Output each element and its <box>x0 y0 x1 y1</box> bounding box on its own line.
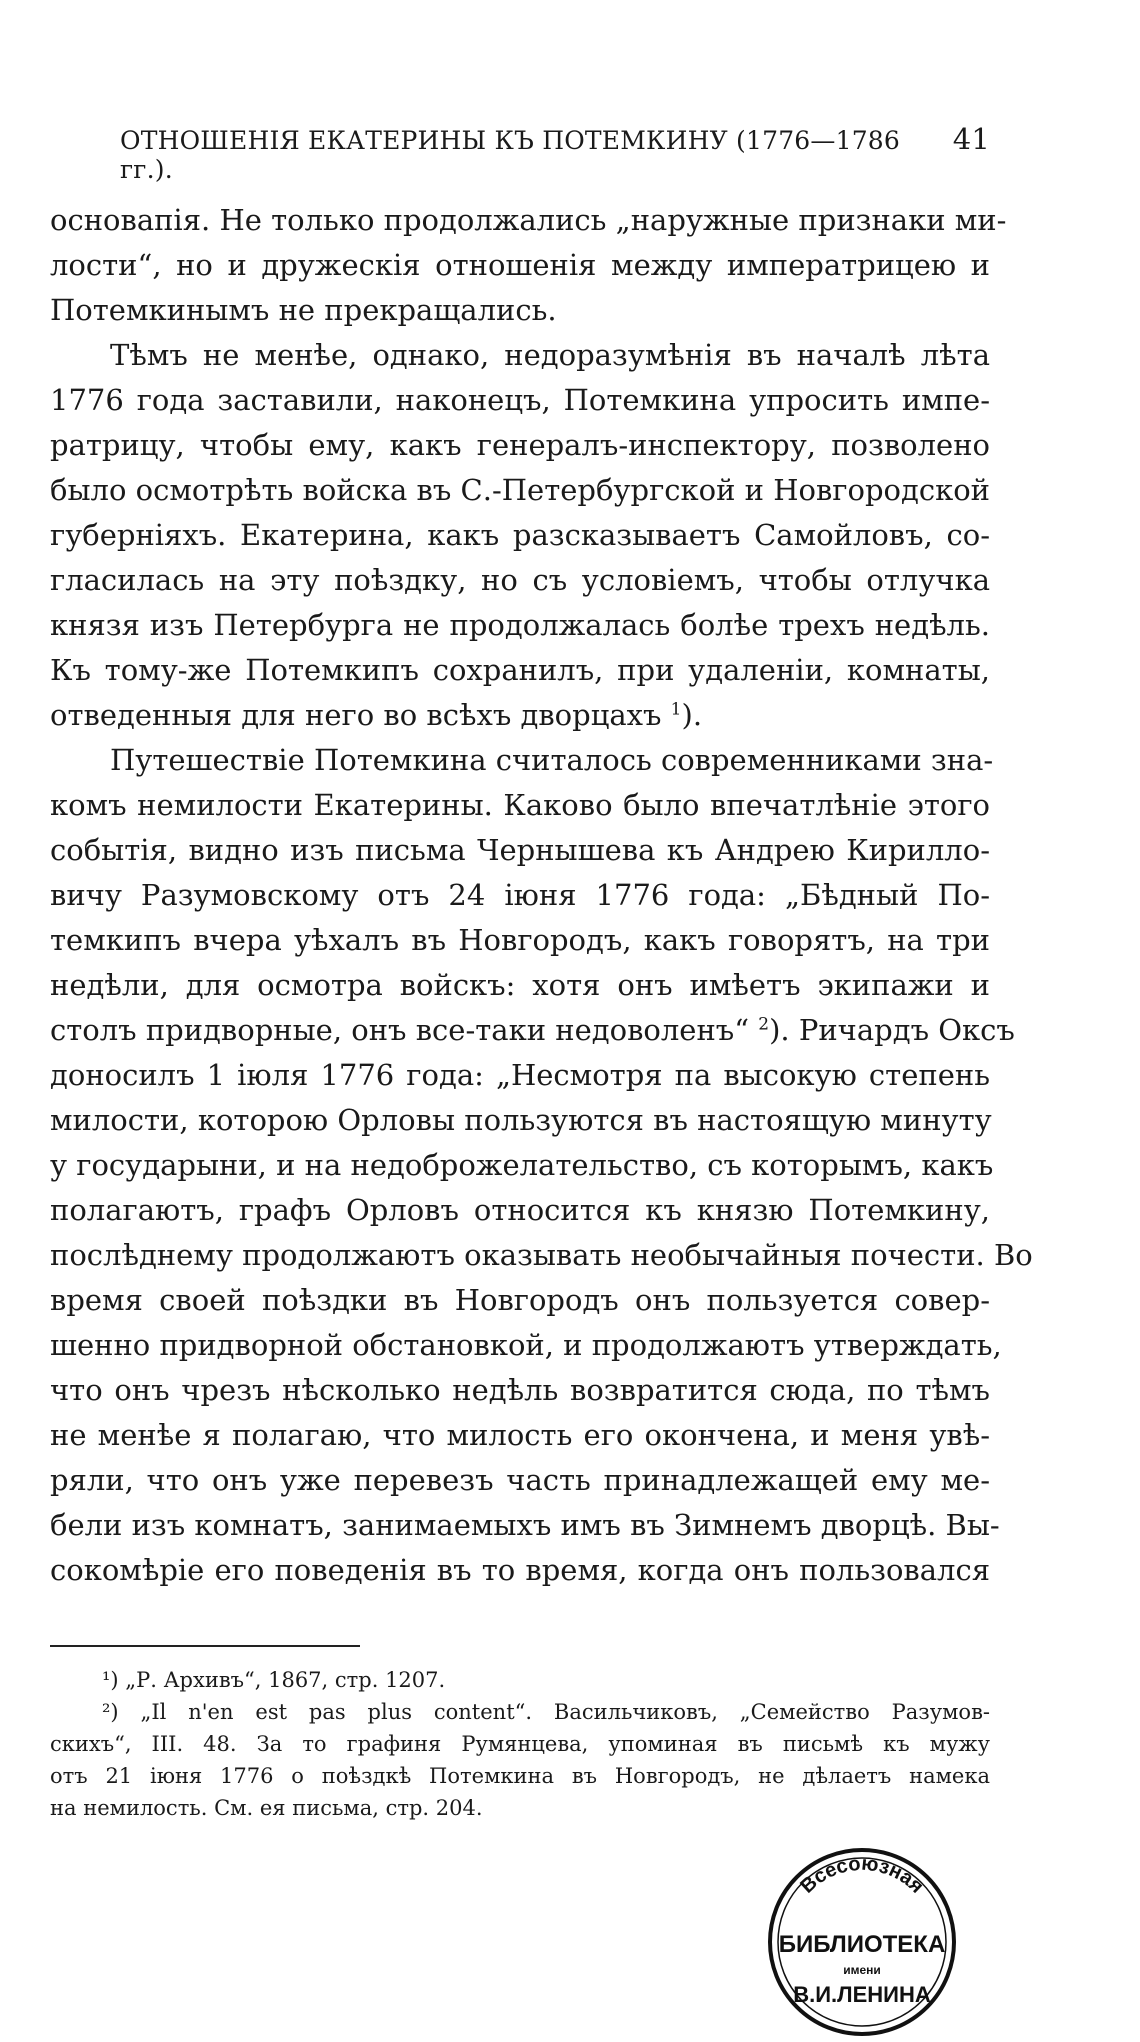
footnotes <box>50 1664 990 1824</box>
footnote-rule <box>50 1645 360 1647</box>
text-line: послѣднему продолжаютъ оказывать необычайныя почести. Во <box>50 1238 1033 1272</box>
text-line: милости, которою Орловы пользуются въ настоящую минуту <box>50 1103 992 1137</box>
text-run: отведенныя для него во всѣхъ дворцахъ <box>50 698 662 732</box>
running-header <box>120 122 990 184</box>
footnote-line: скихъ“, III. 48. За то графиня Румянцева, упоминая въ письмѣ къ мужу <box>50 1732 990 1756</box>
stamp-library-text: БИБЛИОТЕКА <box>778 1931 946 1958</box>
text-line: у государыни, и на недоброжелательство, съ которымъ, какъ <box>50 1148 994 1182</box>
footnote-ref-2: 2 <box>758 1014 770 1035</box>
page-number: 41 <box>952 122 990 156</box>
text-line: шенно придворной обстановкой, и продолжаютъ утверждать, <box>50 1328 1002 1362</box>
text-line: вичу Разумовскому отъ 24 іюня 1776 года: „Бѣдный По- <box>50 878 990 912</box>
text-line <box>50 1008 1015 1053</box>
text-line: Путешествіе Потемкина считалось современниками зна- <box>110 743 994 777</box>
text-line: темкипъ вчера уѣхалъ въ Новгородъ, какъ говорятъ, на три <box>50 923 990 957</box>
footnote-1: ¹) „Р. Архивъ“, 1867, стр. 1207. <box>102 1668 446 1692</box>
text-line: Къ тому-же Потемкипъ сохранилъ, при удаленіи, комнаты, <box>50 653 990 687</box>
body-text <box>50 198 1033 1593</box>
text-line: 1776 года заставили, наконецъ, Потемкина упросить импе- <box>50 383 990 417</box>
footnote-ref-1: 1 <box>670 699 682 720</box>
text-line: основапія. Не только продолжались „наружные признаки ми- <box>50 203 1007 237</box>
text-line: что онъ чрезъ нѣсколько недѣль возвратится сюда, по тѣмъ <box>50 1373 990 1407</box>
text-line: полагаютъ, графъ Орловъ относится къ князю Потемкину, <box>50 1193 990 1227</box>
footnote-line: на немилость. См. ея письма, стр. 204. <box>50 1796 483 1820</box>
footnote-2: ²) „Il n'en est pas plus content“. Васильчиковъ, „Семейство Разумов- <box>102 1700 990 1724</box>
text-run: столъ придворные, онъ все-таки недоволенъ“ <box>50 1013 750 1047</box>
text-line: недѣли, для осмотра войскъ: хотя онъ имѣетъ экипажи и <box>50 968 990 1002</box>
text-line: не менѣе я полагаю, что милость его окончена, и меня увѣ- <box>50 1418 990 1452</box>
stamp-small-text: имени <box>843 1963 881 1977</box>
text-line: время своей поѣздки въ Новгородъ онъ пользуется совер- <box>50 1283 990 1317</box>
text-line: Тѣмъ не менѣе, однако, недоразумѣнія въ началѣ лѣта <box>110 338 990 372</box>
library-stamp <box>762 1842 962 2042</box>
text-line: ряли, что онъ уже перевезъ часть принадлежащей ему ме- <box>50 1463 990 1497</box>
text-line: событія, видно изъ письма Чернышева къ Андрею Кирилло- <box>50 833 990 867</box>
stamp-name-text: В.И.ЛЕНИНА <box>793 1982 931 2007</box>
text-line: губерніяхъ. Екатерина, какъ разсказываетъ Самойловъ, со- <box>50 518 990 552</box>
text-line: доносилъ 1 іюля 1776 года: „Несмотря па высокую степень <box>50 1058 990 1092</box>
text-line <box>50 693 990 738</box>
running-title: ОТНОШЕНІЯ ЕКАТЕРИНЫ КЪ ПОТЕМКИНУ (1776—1786 гг.). <box>120 126 901 184</box>
stamp-arc-text: Всесоюзная <box>796 1852 928 1898</box>
text-run: ). <box>681 698 703 732</box>
text-line: ратрицу, чтобы ему, какъ генералъ-инспектору, позволено <box>50 428 990 462</box>
text-line: было осмотрѣть войска въ С.-Петербургской и Новгородской <box>50 473 990 507</box>
text-run: ). Ричардъ Оксъ <box>769 1013 1015 1047</box>
text-line: князя изъ Петербурга не продолжалась болѣе трехъ недѣль. <box>50 608 990 642</box>
text-line: лости“, но и дружескія отношенія между императрицею и <box>50 248 990 282</box>
footnote-line: отъ 21 іюня 1776 о поѣздкѣ Потемкина въ Новгородъ, не дѣлаетъ намека <box>50 1764 990 1788</box>
text-line: сокомѣріе его поведенія въ то время, когда онъ пользовался <box>50 1553 990 1587</box>
text-line: гласилась на эту поѣздку, но съ условіемъ, чтобы отлучка <box>50 563 990 597</box>
text-line: комъ немилости Екатерины. Каково было впечатлѣніе этого <box>50 788 990 822</box>
text-line: бели изъ комнатъ, занимаемыхъ имъ въ Зимнемъ дворцѣ. Вы- <box>50 1508 1000 1542</box>
text-line: Потемкинымъ не прекращались. <box>50 293 557 327</box>
